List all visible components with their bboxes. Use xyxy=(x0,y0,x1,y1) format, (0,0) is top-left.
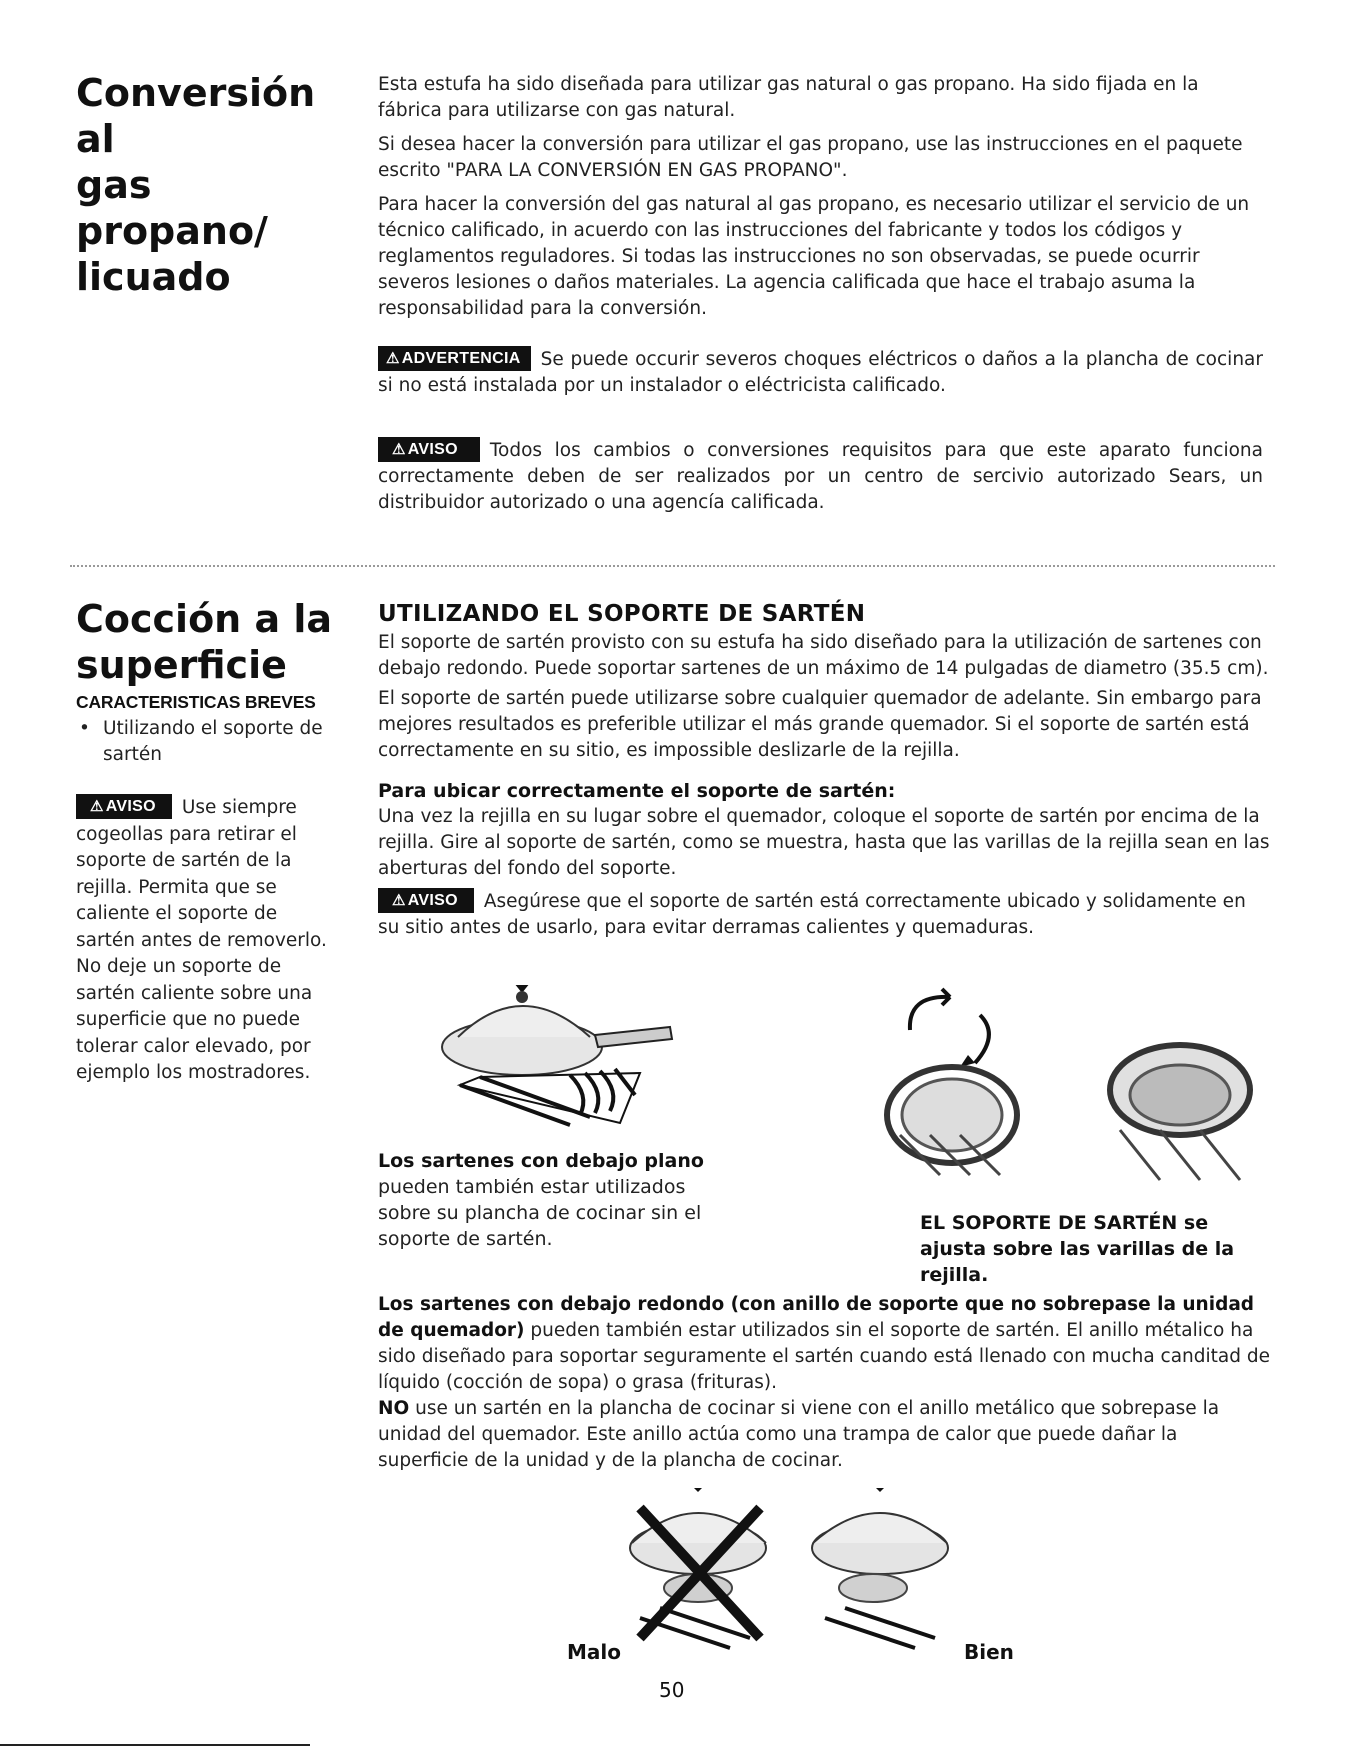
support-placed-illustration xyxy=(1100,1040,1260,1190)
paragraph: NO use un sartén en la plancha de cocinar si viene con el anillo metálico que sobrepase la unidad del quemador. Este anillo actúa como una trampa de calor que puede dañar la superficie de la unidad y de la plancha de cocinar. xyxy=(378,1398,1220,1471)
sidebar-subheading: CARACTERISTICAS BREVES xyxy=(76,692,316,712)
support-rotate-illustration xyxy=(880,985,1025,1185)
paragraph: Para hacer la conversión del gas natural al gas propano, es necesario utilizar el servicio de un técnico calificado, in acuerdo con las instrucciones del fabricante y todos los códigos y reglamentos reguladores. Si todas las instrucciones no son observadas, se puede ocurrir severos lesiones o daños materiales. La agencia calificada que hace el trabajo asuma la responsabilidad para la conversión. xyxy=(378,194,1250,319)
heading-line: superficie xyxy=(76,643,287,687)
paragraph: Esta estufa ha sido diseñada para utilizar gas natural o gas propano. Ha sido fijada en la fábrica para utilizarse con gas natural. xyxy=(378,74,1199,121)
main-heading: UTILIZANDO EL SOPORTE DE SARTÉN xyxy=(378,601,866,627)
caption-bold: Los sartenes con debajo plano xyxy=(378,1150,704,1172)
page-number: 50 xyxy=(659,1678,685,1702)
warning-aviso: ⚠ AVISO Todos los cambios o conversiones requisitos para que este aparato funciona correctamente deben de ser realizados por un centro de sercivio autorizado Sears, un distribuidor autorizado o una agencía calificada. xyxy=(378,437,1263,516)
warning-triangle-icon: ⚠ xyxy=(392,441,406,458)
subheading: Para ubicar correctamente el soporte de sartén: xyxy=(378,780,896,802)
paragraph: El soporte de sartén provisto con su estufa ha sido diseñado para la utilización de sartenes con debajo redondo. Puede soportar sartenes de un máximo de 14 pulgadas de diametro (35.5 cm). xyxy=(378,632,1269,679)
main-column xyxy=(378,600,1273,941)
sidebar xyxy=(76,690,338,1087)
paragraph: Los sartenes con debajo redondo (con anillo de soporte que no sobrepase la unidad de quemador) pueden también estar utilizados sin el soporte de sartén. El anillo métalico ha sido diseñado para soportar seguramente el sartén cuando está llenado con mucha canditad de líquido (cocción de sopa) o grasa (frituras). xyxy=(378,1294,1271,1393)
warning-triangle-icon: ⚠ xyxy=(386,350,400,367)
heading-line: licuado xyxy=(76,255,231,299)
warning-badge: ⚠ AVISO xyxy=(76,794,172,819)
warning-badge: ⚠ AVISO xyxy=(378,437,480,462)
wok-bad-illustration xyxy=(620,1488,790,1653)
flat-pan-illustration xyxy=(440,985,720,1135)
warning-badge: ⚠ AVISO xyxy=(378,888,474,913)
section-conversion-body xyxy=(378,72,1263,516)
warning-triangle-icon: ⚠ xyxy=(90,798,104,815)
paragraph: El soporte de sartén puede utilizarse sobre cualquier quemador de adelante. Sin embargo para mejores resultados es preferible utilizar el más grande quemador. Si el soporte de sartén está correctamente en su sitio, es impossible deslizarle de la rejilla. xyxy=(378,688,1262,761)
warning-triangle-icon: ⚠ xyxy=(392,892,406,909)
section-conversion-heading xyxy=(76,70,356,300)
section-surface-heading xyxy=(76,596,356,688)
bullet-item: • Utilizando el soporte de sartén xyxy=(79,718,323,765)
round-pan-section xyxy=(378,1292,1273,1474)
heading-line: Conversión al xyxy=(76,71,316,161)
warning-aviso: ⚠ AVISO Asegúrese que el soporte de sartén está correctamente ubicado y solidamente en su sitio antes de usarlo, para evitar derramas calientes y quemaduras. xyxy=(378,888,1273,941)
wok-good-illustration xyxy=(795,1488,965,1653)
warning-advertencia: ⚠ ADVERTENCIA Se puede occurir severos choques eléctricos o daños a la plancha de cocinar si no está instalada por un instalador o eléctricista calificado. xyxy=(378,346,1263,399)
paragraph: Si desea hacer la conversión para utilizar el gas propano, use las instrucciones en el paquete escrito "PARA LA CONVERSIÓN EN GAS PROPANO". xyxy=(378,134,1243,181)
label-good: Bien xyxy=(964,1640,1014,1664)
bottom-rule xyxy=(0,1744,310,1746)
label-bad: Malo xyxy=(567,1640,621,1664)
warning-badge: ⚠ ADVERTENCIA xyxy=(378,346,531,371)
sidebar-warning: ⚠ AVISO Use siempre cogeollas para retirar el soporte de sartén de la rejilla. Permita que se caliente el soporte de sartén antes de removerlo. No deje un soporte de sartén caliente sobre una superficie que no puede tolerar calor elevado, por ejemplo los mostradores. xyxy=(76,794,338,1087)
caption-support: EL SOPORTE DE SARTÉN se ajusta sobre las varillas de la rejilla. xyxy=(920,1212,1235,1286)
bullet-icon: • xyxy=(79,718,90,739)
section-divider xyxy=(70,565,1275,567)
heading-line: gas propano/ xyxy=(76,163,268,253)
caption-text: pueden también estar utilizados sobre su plancha de cocinar sin el soporte de sartén. xyxy=(378,1176,702,1250)
heading-line: Cocción a la xyxy=(76,597,332,641)
caption-flat-pans xyxy=(378,1148,738,1252)
paragraph: Una vez la rejilla en su lugar sobre el quemador, coloque el soporte de sartén por encima de la rejilla. Gire al soporte de sartén, como se muestra, hasta que las varillas de la rejilla sean en las aberturas del fondo del soporte. xyxy=(378,806,1270,879)
